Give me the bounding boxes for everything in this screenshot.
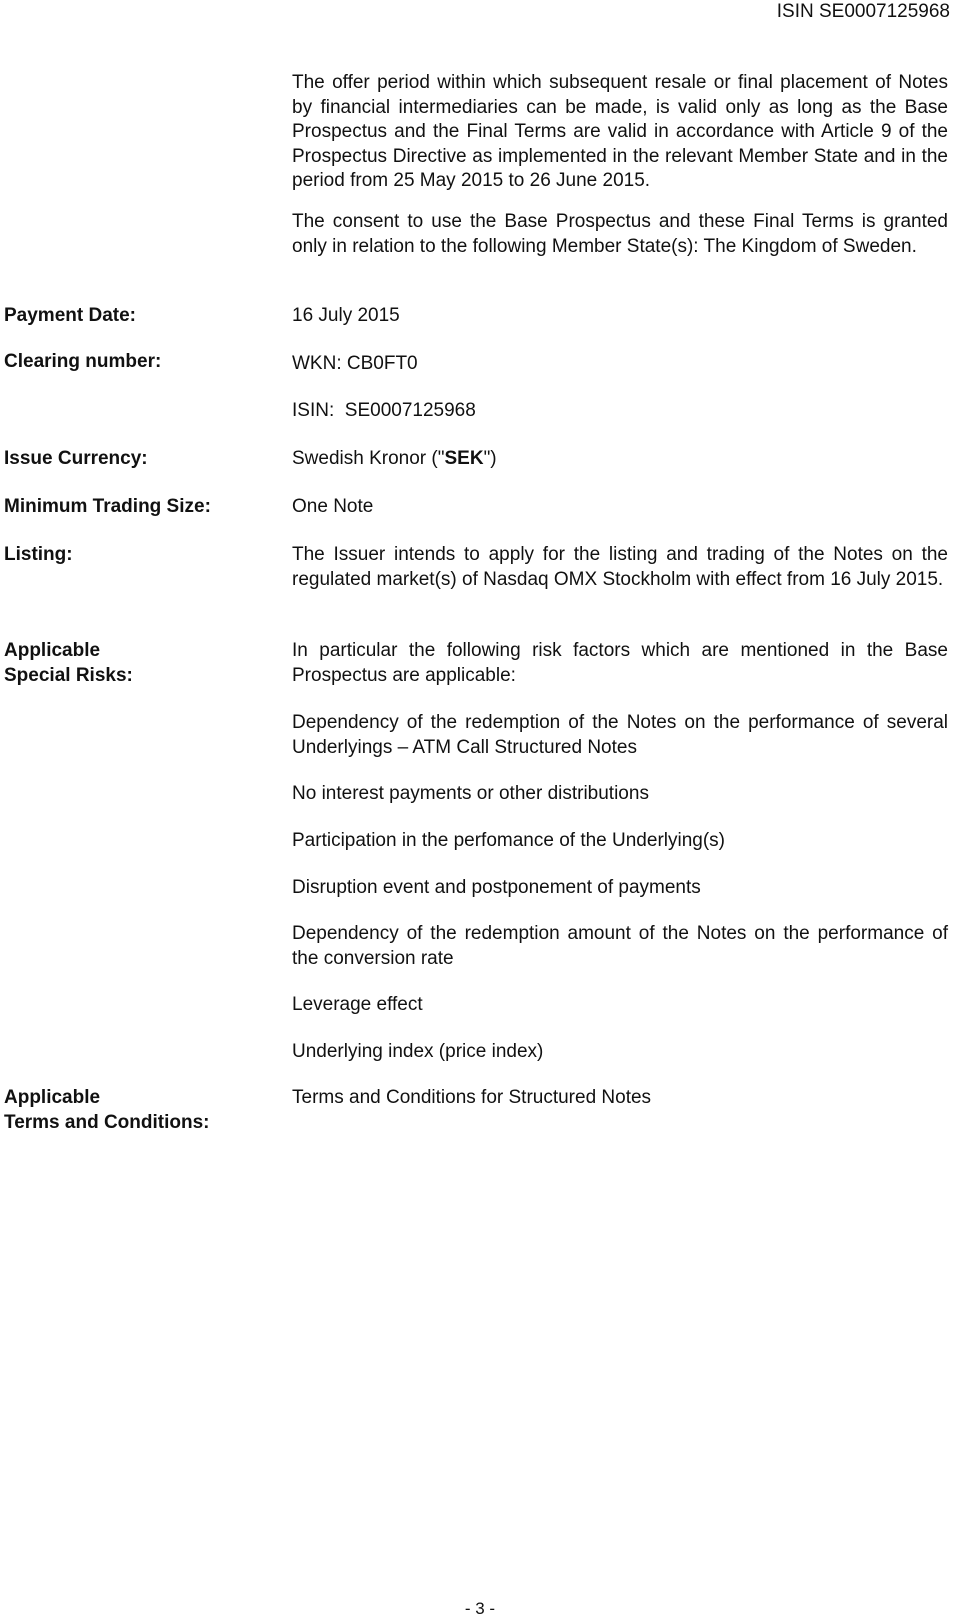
special-risks-label-line1: Applicable bbox=[4, 640, 101, 661]
minimum-trading-size-value: One Note bbox=[292, 496, 374, 517]
risk-item: No interest payments or other distributions bbox=[292, 783, 649, 804]
risk-item: Dependency of the redemption of the Notes on the performance of several Underlyings – ATM Call Structured Notes bbox=[292, 712, 948, 758]
payment-date-label: Payment Date: bbox=[4, 305, 136, 326]
payment-date-value: 16 July 2015 bbox=[292, 305, 400, 326]
risk-item: Leverage effect bbox=[292, 994, 423, 1015]
issue-currency-code: SEK bbox=[444, 448, 484, 469]
terms-and-conditions-label bbox=[4, 1086, 209, 1135]
minimum-trading-size-label: Minimum Trading Size: bbox=[4, 496, 211, 517]
issue-currency-suffix: ") bbox=[483, 448, 497, 469]
terms-label-line1: Applicable bbox=[4, 1087, 101, 1108]
wkn-value: WKN: CB0FT0 bbox=[292, 353, 418, 374]
listing-label: Listing: bbox=[4, 544, 73, 565]
special-risks-label bbox=[4, 639, 133, 688]
special-risks-label-line2: Special Risks: bbox=[4, 664, 133, 686]
offer-period-paragraph: The offer period within which subsequent resale or final placement of Notes by financial intermediaries can be made, is valid only as long as the Base Prospectus and the Final Terms are valid in accordance with Article 9 of the Prospectus Directive as implemented in the relevant Member State and in the period from 25 May 2015 to 26 June 2015. bbox=[292, 72, 948, 191]
risk-item: Disruption event and postponement of payments bbox=[292, 877, 701, 898]
isin-value: ISIN: SE0007125968 bbox=[292, 400, 476, 421]
consent-paragraph: The consent to use the Base Prospectus and these Final Terms is granted only in relation to the following Member State(s): The Kingdom of Sweden. bbox=[292, 211, 948, 257]
issue-currency-prefix: Swedish Kronor (" bbox=[292, 448, 445, 469]
terms-and-conditions-value: Terms and Conditions for Structured Notes bbox=[292, 1087, 652, 1108]
risk-item: Dependency of the redemption amount of the Notes on the performance of the conversion rate bbox=[292, 923, 948, 969]
issue-currency-value bbox=[292, 447, 948, 472]
page-number: - 3 - bbox=[464, 1599, 496, 1618]
issue-currency-label: Issue Currency: bbox=[4, 448, 148, 469]
clearing-number-label: Clearing number: bbox=[4, 351, 162, 372]
header-isin: ISIN SE0007125968 bbox=[776, 1, 950, 22]
risk-item: Participation in the perfomance of the Underlying(s) bbox=[292, 830, 726, 851]
special-risks-intro: In particular the following risk factors which are mentioned in the Base Prospectus are applicable: bbox=[292, 640, 948, 686]
listing-value: The Issuer intends to apply for the listing and trading of the Notes on the regulated market(s) of Nasdaq OMX Stockholm with effect from 16 July 2015. bbox=[292, 544, 948, 590]
terms-label-line2: Terms and Conditions: bbox=[4, 1111, 210, 1133]
risk-item: Underlying index (price index) bbox=[292, 1041, 544, 1062]
